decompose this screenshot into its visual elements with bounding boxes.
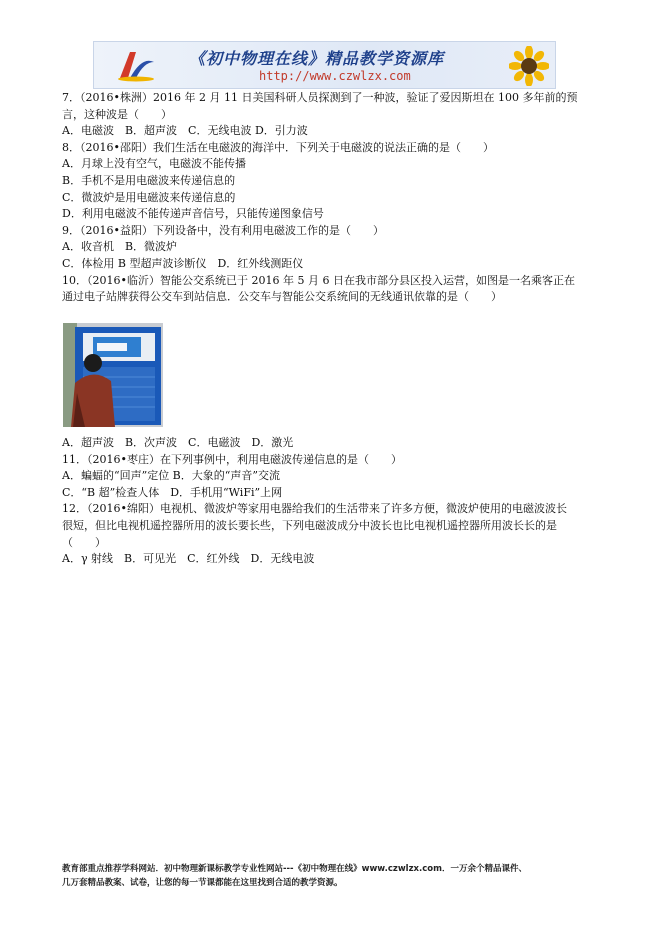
text-line: D．利用电磁波不能传递声音信号，只能传递图象信号 (62, 207, 324, 221)
question-list-bottom (62, 435, 592, 568)
text-line: 12．（2016•绵阳）电视机、微波炉等家用电器给我们的生活带来了许多方便，微波炉使用的电磁波波长 (62, 502, 567, 516)
text-line: 通过电子站牌获得公交车到站信息．公交车与智能公交系统间的无线通讯依靠的是（ ） (62, 290, 502, 304)
text-line: A．蝙蝠的“回声”定位 B．大象的“声音”交流 (62, 469, 281, 483)
footer-line: 几万套精品教案、试卷，让您的每一节课都能在这里找到合适的教学资源。 (62, 878, 343, 888)
text-line: A．月球上没有空气，电磁波不能传播 (62, 157, 246, 171)
site-logo-icon (116, 48, 156, 82)
banner-url: http://www.czwlzx.com (259, 69, 411, 83)
bus-stop-photo (63, 323, 163, 427)
text-line: A．γ 射线 B．可见光 C．红外线 D．无线电波 (62, 552, 315, 566)
text-line: 7．（2016•株洲）2016 年 2 月 11 日美国科研人员探测到了一种波，验证了爱因斯坦在 100 多年前的预 (62, 91, 578, 104)
site-banner (93, 41, 556, 89)
text-line: 10．（2016•临沂）智能公交系统已于 2016 年 5 月 6 日在我市部分县区投入运营，如图是一名乘客正在 (62, 273, 575, 287)
text-line: C．微波炉是用电磁波来传递信息的 (62, 190, 236, 204)
text-line: 9．（2016•益阳）下列设备中，没有利用电磁波工作的是（ ） (62, 223, 384, 237)
banner-title: 《初中物理在线》精品教学资源库 (189, 49, 445, 68)
text-line: 11．（2016•枣庄）在下列事例中，利用电磁波传递信息的是（ ） (62, 452, 402, 466)
text-line: C．“B 超”检查人体 D．手机用“WiFi”上网 (62, 485, 283, 499)
text-line: 8．（2016•邵阳）我们生活在电磁波的海洋中．下列关于电磁波的说法正确的是（ ） (62, 140, 494, 154)
text-line: A．超声波 B．次声波 C．电磁波 D．激光 (62, 436, 294, 449)
text-line: （ ） (62, 535, 106, 549)
sunflower-icon (509, 46, 549, 86)
text-line: 言，这种波是（ ） (62, 107, 172, 121)
text-line: A．收音机 B．微波炉 (62, 240, 178, 254)
text-line: B．手机不是用电磁波来传递信息的 (62, 173, 236, 187)
footer-line: 教育部重点推荐学科网站．初中物理新课标教学专业性网站---《初中物理在线》www.czwlzx.com．一万余个精品课件、 (62, 864, 527, 874)
text-line: A．电磁波 B．超声波 C．无线电波 D．引力波 (62, 124, 308, 138)
page-footer (62, 862, 602, 890)
text-line: C．体检用 B 型超声波诊断仪 D．红外线测距仪 (62, 256, 304, 270)
question-list-top (62, 90, 592, 306)
text-line: 很短，但比电视机遥控器所用的波长要长些，下列电磁波成分中波长也比电视机遥控器所用波长长的是 (62, 518, 557, 532)
